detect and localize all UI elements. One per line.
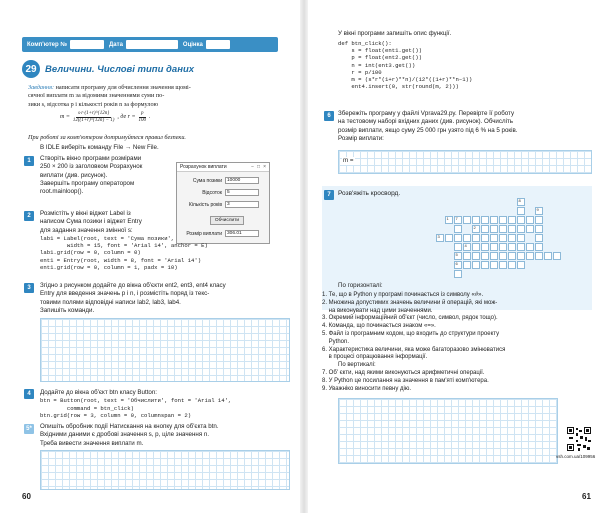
- loan-input[interactable]: 10000: [225, 177, 259, 184]
- crossword-cell[interactable]: [535, 216, 543, 224]
- crossword-cell[interactable]: [508, 216, 516, 224]
- question-5-badge: 5*: [24, 424, 34, 434]
- crossword-cell[interactable]: [490, 261, 498, 269]
- header-bar: [22, 37, 278, 52]
- crossword-cell[interactable]: [508, 252, 516, 260]
- crossword-cell[interactable]: [463, 216, 471, 224]
- crossword-cell[interactable]: [472, 261, 480, 269]
- crossword-cell[interactable]: [481, 261, 489, 269]
- lesson-heading: [22, 60, 194, 78]
- q4-code-line: command = btn_click): [40, 404, 134, 412]
- years-row: [185, 201, 259, 208]
- q3-line: Entry для введення значень p і n, і розмістіть поряд із текс-: [40, 290, 210, 298]
- code-line: s = float(ent1.get()): [338, 47, 422, 55]
- years-label: Кількість років: [188, 201, 222, 208]
- formula-r-denominator: 100: [138, 118, 147, 123]
- crossword-cell[interactable]: [517, 252, 525, 260]
- question-6-badge: 6: [324, 111, 334, 121]
- calc-window-screenshot: [176, 162, 270, 244]
- date-field: [104, 40, 178, 49]
- horizontal-clues: [338, 282, 594, 290]
- grade-input[interactable]: [206, 40, 230, 49]
- answer-grid-q6[interactable]: [338, 150, 592, 174]
- horizontal-title: По горизонталі:: [338, 282, 383, 289]
- result-label: Розмір виплати: [186, 230, 222, 237]
- window-titlebar: [177, 163, 269, 172]
- crossword-cell[interactable]: [499, 261, 507, 269]
- crossword-cell[interactable]: [481, 216, 489, 224]
- clue-item: 3. Окремий інформаційний об'єкт (число, символ, рядок тощо).: [322, 315, 498, 322]
- crossword-cell[interactable]: [535, 243, 543, 251]
- q3-line: Згідно з рисунком додайте до вікна об'єкти ent2, ent3, ent4 класу: [40, 282, 226, 289]
- crossword-cell[interactable]: [517, 207, 525, 215]
- formula-denominator: 12((1+r)^{12n} − 1): [72, 118, 115, 123]
- grade-label: Оцінка: [182, 41, 203, 48]
- function-intro: У вікні програми запишіть опис функції.: [338, 30, 452, 37]
- right-page: [306, 0, 600, 513]
- computer-input[interactable]: [70, 40, 104, 49]
- crossword-cell[interactable]: 6: [454, 261, 462, 269]
- crossword-cell[interactable]: [490, 252, 498, 260]
- percent-input[interactable]: 5: [225, 189, 259, 196]
- q2-code-line: ent1.grid(row = 0, column = 1, padx = 10): [40, 263, 178, 271]
- crossword-cell[interactable]: [544, 252, 552, 260]
- crossword-cell[interactable]: [517, 234, 525, 242]
- minimize-icon[interactable]: −: [251, 164, 255, 170]
- q1-line: root.mainloop().: [40, 188, 84, 196]
- q2-code-line: lab1.grid(row = 0, column = 0): [40, 249, 141, 257]
- computer-field: [22, 40, 104, 49]
- crossword-cell[interactable]: [499, 252, 507, 260]
- crossword-cell[interactable]: [499, 243, 507, 251]
- loan-label: Сума позики: [192, 177, 222, 184]
- crossword-cell[interactable]: [490, 225, 498, 233]
- q1-line: виплати (див. рисунок).: [40, 171, 108, 179]
- crossword-cell[interactable]: [481, 225, 489, 233]
- crossword-cell[interactable]: 5: [454, 252, 462, 260]
- crossword-cell[interactable]: [508, 261, 516, 269]
- clue-item: 9. Уважніко виносити певну дію.: [322, 385, 412, 392]
- q3-line: товими полями відповідні написи lab2, lab3, lab4.: [40, 298, 181, 306]
- q2-line: для задання значення змінної s:: [40, 226, 133, 234]
- crossword-cell[interactable]: 7: [454, 216, 462, 224]
- crossword-cell[interactable]: [508, 225, 516, 233]
- code-line: r = p/100: [338, 68, 382, 76]
- crossword-cell[interactable]: [490, 243, 498, 251]
- code-line: m = (s*r*(1+r)**n)/(12*((1+r)**n–1)): [338, 76, 473, 84]
- window-title: Розрахунок виплати: [180, 164, 227, 170]
- crossword-cell[interactable]: [463, 252, 471, 260]
- formula: [60, 111, 151, 124]
- q4-line: Додайте до вікна об'єкт btn класу Button:: [40, 389, 158, 396]
- crossword-cell[interactable]: [454, 225, 462, 233]
- formula-where: , де r =: [117, 114, 136, 121]
- task-line-1: написати програму для обчислення значення щомі-: [55, 84, 191, 91]
- question-3-badge: 3: [24, 283, 34, 293]
- crossword-cell[interactable]: [454, 270, 462, 278]
- grade-field: [178, 40, 230, 49]
- crossword-cell[interactable]: [526, 252, 534, 260]
- crossword-cell[interactable]: 2: [472, 225, 480, 233]
- percent-label: Відсоток: [202, 189, 222, 196]
- code-line: def btn_click():: [338, 40, 392, 47]
- date-label: Дата: [109, 41, 123, 48]
- answer-grid-crossword[interactable]: [338, 398, 558, 464]
- crossword-cell[interactable]: [454, 234, 462, 242]
- loan-row: [185, 177, 259, 184]
- percent-row: [185, 189, 259, 196]
- computer-label: Комп'ютер №: [27, 41, 68, 48]
- q1-line: Завершіть програму оператором: [40, 179, 135, 187]
- question-6-text: [338, 110, 594, 143]
- q1-line: Створіть вікно програми розмірами: [40, 155, 142, 162]
- question-4-text: [40, 389, 290, 419]
- q5-line: Вхідними даними є дробові значення s, p, ціле значення n.: [40, 431, 210, 439]
- q4-code-line: btn.grid(row = 3, column = 0, columnspan = 2): [40, 411, 192, 419]
- crossword-cell[interactable]: [472, 243, 480, 251]
- answer-grid-q3[interactable]: [40, 318, 290, 382]
- crossword-cell[interactable]: [499, 234, 507, 242]
- crossword-cell[interactable]: [490, 234, 498, 242]
- q4-code-line: btn = Button(root, text = 'Обчислити', font = 'Arial 14',: [40, 397, 232, 405]
- clue-item: 1. Те, що в Python у програмі починається із символу «#».: [322, 292, 484, 298]
- crossword-cell[interactable]: [526, 216, 534, 224]
- safety-note: При роботі за комп'ютером дотримуйтеся правил безпеки.: [28, 134, 186, 141]
- crossword-cell[interactable]: [517, 261, 525, 269]
- crossword-cell[interactable]: [535, 225, 543, 233]
- clue-item: на виконувати над цими значеннями.: [322, 307, 433, 314]
- crossword-cell[interactable]: [481, 243, 489, 251]
- task-description: [28, 84, 278, 109]
- crossword-cell[interactable]: [490, 216, 498, 224]
- q6-line: розмір виплати, якщо суму 25 000 грн узято під 6 % на 5 років.: [338, 126, 518, 134]
- clue-item: 5. Файл із програмним кодом, що входить до структури проекту: [322, 330, 500, 337]
- formula-fraction: [73, 111, 114, 124]
- idle-instruction: В IDLE виберіть команду File → New File.: [40, 144, 159, 151]
- crossword-cell[interactable]: [517, 243, 525, 251]
- clue-item: 7. Об' єкти, над якими виконуються арифметичні операції.: [322, 369, 485, 376]
- question-1-text: [40, 155, 174, 196]
- formula-r-fraction: [139, 111, 147, 124]
- crossword-cell[interactable]: [526, 225, 534, 233]
- calculate-button[interactable]: Обчислити: [210, 216, 244, 225]
- q3-line: Запишіть команди.: [40, 306, 95, 314]
- clue-item: 6. Характеристика величини, яка може багаторазово змінюватися: [322, 346, 506, 353]
- result-output[interactable]: 306.01: [225, 230, 259, 237]
- code-line: ent4.insert(0, str(round(m, 2))): [338, 83, 459, 91]
- q1-line: 250 × 200 із заголовком Розрахунок: [40, 163, 143, 171]
- crossword-cell[interactable]: [481, 234, 489, 242]
- crossword-cell[interactable]: 4: [463, 243, 471, 251]
- crossword-title: Розв'яжіть кросворд.: [338, 190, 401, 197]
- q2-code-line: lab1 = Label(root, text = 'Сума позики',: [40, 235, 175, 242]
- formula-numerator: s·r·(1+r)^{12n}: [78, 111, 110, 116]
- crossword-cell[interactable]: 3: [436, 234, 444, 242]
- q6-line: Збережіть програму у файлі Vprava29.py. Перевірте її роботу: [338, 110, 515, 117]
- years-input[interactable]: 3: [225, 201, 259, 208]
- q6-line: Розмір виплати:: [338, 134, 384, 142]
- clue-item: 8. У Python це посилання на значення в пам'яті комп'ютера.: [322, 377, 489, 384]
- task-line-2: сячної виплати m за відомими значеннями суми по-: [28, 92, 165, 100]
- vertical-title: По вертикалі:: [338, 362, 376, 369]
- crossword-cell[interactable]: [508, 243, 516, 251]
- crossword-cell[interactable]: [445, 234, 453, 242]
- formula-r-numerator: p: [141, 111, 144, 116]
- crossword-cell[interactable]: [535, 252, 543, 260]
- crossword-cell[interactable]: [454, 243, 462, 251]
- m-answer-label: m =: [343, 157, 354, 164]
- lesson-title: Величини. Числові типи даних: [45, 63, 195, 75]
- code-line: p = float(ent2.get()): [338, 54, 422, 62]
- crossword-cell[interactable]: [526, 243, 534, 251]
- crossword-cell[interactable]: 8: [517, 198, 525, 206]
- crossword-cell[interactable]: [499, 216, 507, 224]
- question-4-badge: 4: [24, 389, 34, 399]
- formula-m: m =: [60, 114, 70, 121]
- clue-item: в процесі опрацювання інформації.: [322, 354, 428, 361]
- crossword-cell[interactable]: [472, 216, 480, 224]
- page-number-left: 60: [22, 492, 31, 501]
- crossword-cell[interactable]: [553, 252, 561, 260]
- function-code: [338, 40, 588, 90]
- task-tag: Завдання:: [28, 84, 55, 91]
- code-line: n = int(ent3.get()): [338, 61, 416, 69]
- question-2-badge: 2: [24, 211, 34, 221]
- crossword-cell[interactable]: [508, 234, 516, 242]
- lesson-number: 29: [22, 60, 40, 78]
- date-input[interactable]: [126, 40, 178, 49]
- q2-code-line: ent1 = Entry(root, width = 8, font = 'Arial 14'): [40, 256, 202, 264]
- crossword-cell[interactable]: [463, 234, 471, 242]
- clue-item: Python.: [322, 338, 350, 345]
- question-2-text: [40, 210, 176, 235]
- crossword-cell[interactable]: [499, 225, 507, 233]
- window-controls: [251, 164, 269, 170]
- q2-code-line: width = 15, font = 'Arial 14', anchor = E): [40, 242, 208, 250]
- crossword-cell[interactable]: [472, 234, 480, 242]
- crossword-cell[interactable]: [463, 261, 471, 269]
- question-5-text: [40, 423, 290, 448]
- horizontal-clue-list: [322, 292, 594, 393]
- crossword-cell[interactable]: 9: [535, 207, 543, 215]
- clue-item: 4. Команда, що починається знаком «=».: [322, 323, 436, 330]
- question-3-text: [40, 282, 290, 315]
- formula-end: .: [149, 114, 151, 121]
- qr-code-icon[interactable]: [566, 426, 592, 452]
- q6-line: на тестовому наборі вхідних даних (див. рисунок). Обчисліть: [338, 118, 514, 126]
- question-2-code: [40, 235, 290, 271]
- crossword-cell[interactable]: [517, 216, 525, 224]
- q2-line: написом Сума позики і віджет Entry: [40, 218, 142, 226]
- q5-line: Опишіть обробник події Натискання на кнопку для об'єкта btn.: [40, 423, 219, 430]
- qr-caption: vsh.com.ua/109956: [556, 454, 596, 459]
- question-1-badge: 1: [24, 156, 34, 166]
- q2-line: Розмістіть у вікні віджет Label із: [40, 210, 131, 217]
- q5-line: Треба вивести значення виплати m.: [40, 439, 144, 447]
- clue-item: 2. Множина допустимих значень величини й операцій, які мож-: [322, 299, 498, 306]
- crossword-cell[interactable]: [517, 225, 525, 233]
- crossword-cell[interactable]: 1: [445, 216, 453, 224]
- maximize-icon[interactable]: □: [257, 164, 261, 170]
- question-7-badge: 7: [324, 190, 334, 200]
- close-icon[interactable]: ×: [263, 164, 266, 170]
- page-number-right: 61: [582, 492, 591, 501]
- task-line-3: зики s, відсотка p і кількості років n за формулою: [28, 100, 159, 108]
- crossword-cell[interactable]: [535, 234, 543, 242]
- answer-grid-q5[interactable]: [40, 450, 290, 490]
- crossword-cell[interactable]: [481, 252, 489, 260]
- crossword-cell[interactable]: [472, 252, 480, 260]
